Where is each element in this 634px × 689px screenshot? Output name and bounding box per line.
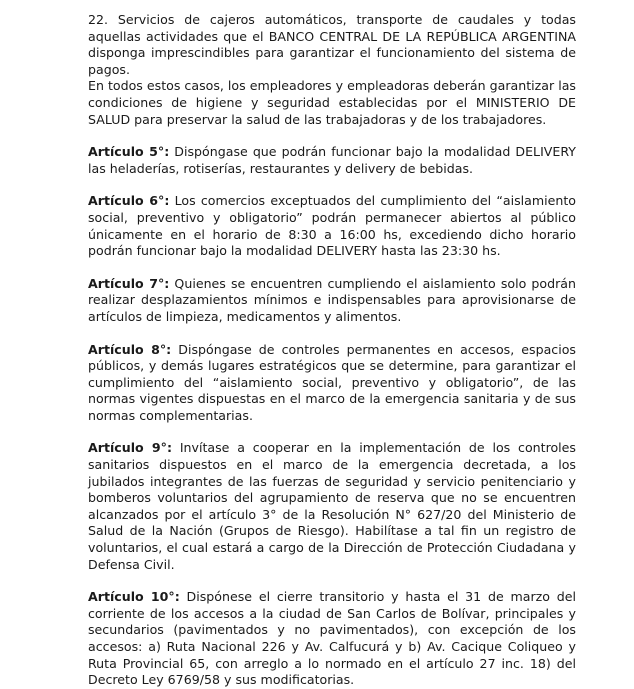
article-title: Artículo 8°: <box>88 341 172 357</box>
article-title: Artículo 9°: <box>88 440 172 456</box>
article-title: Artículo 5°: <box>88 144 170 160</box>
article-7 <box>88 276 576 326</box>
closing-paragraph: En todos estos casos, los empleadores y empleadoras deberán garantizar las condiciones de higiene y seguridad establecidas por el MINISTERIO DE SALUD para preservar la salud de las trabajadoras y de los trabajadores. <box>88 78 576 127</box>
article-title: Artículo 7°: <box>88 275 170 291</box>
article-text: Dispóngase que podrán funcionar bajo la modalidad DELIVERY las heladerías, rotiserías, restaurantes y delivery de bebidas. <box>88 144 576 176</box>
article-text: Quienes se encuentren cumpliendo el aislamiento solo podrán realizar desplazamientos mínimos e indispensables para aprovisionarse de artículos de limpieza, medicamentos y alimentos. <box>88 275 576 324</box>
article-text: Los comercios exceptuados del cumplimiento del “aislamiento social, preventivo y obligatorio” podrán permanecer abiertos al público únicamente en el horario de 8:30 a 16:00 hs, excediendo dicho horario podrán funcionar bajo la modalidad DELIVERY hasta las 23:30 hs. <box>88 193 576 259</box>
article-5 <box>88 144 576 177</box>
article-title: Artículo 10°: <box>88 589 180 605</box>
article-text: Dispónese el cierre transitorio y hasta el 31 de marzo del corriente de los accesos a la ciudad de San Carlos de Bolívar, principales y secundarios (pavimentados y no pavimentados), con excepción de los accesos: a) Ruta Nacional 226 y Av. Calfucurá y b) Av. Cacique Coliqueo y Ruta Provincial 65, con arreglo a lo normado en el artículo 27 inc. 18) del Decreto Ley 6769/58 y sus modificatorias. <box>88 589 576 688</box>
article-6 <box>88 193 576 259</box>
article-text: Dispóngase de controles permanentes en accesos, espacios públicos, y demás lugares estratégicos que se determine, para garantizar el cumplimiento del “aislamiento social, preventivo y obligatorio”, de las normas vigentes dispuestas en el marco de la emergencia sanitaria y de sus normas complementarias. <box>88 341 576 423</box>
article-8 <box>88 342 576 425</box>
article-9 <box>88 440 576 573</box>
article-text: Invítase a cooperar en la implementación de los controles sanitarios dispuestos en el marco de la emergencia decretada, a los jubilados integrantes de las fuerzas de seguridad y servicio penitenciario y bomberos voluntarios del agrupamiento de reserva que no se encuentren alcanzados por el artículo 3° de la Resolución N° 627/20 del Ministerio de Salud de la Nación (Grupos de Riesgo). Habilítase a tal fin un registro de voluntarios, el cual estará a cargo de la Dirección de Protección Ciudadana y Defensa Civil. <box>88 440 576 572</box>
article-10 <box>88 589 576 689</box>
article-title: Artículo 6°: <box>88 193 170 209</box>
item-22-paragraph: 22. Servicios de cajeros automáticos, transporte de caudales y todas aquellas actividades que el BANCO CENTRAL DE LA REPÚBLICA ARGENTINA disponga imprescindibles para garantizar el funcionamiento del sistema de pagos. <box>88 12 576 77</box>
